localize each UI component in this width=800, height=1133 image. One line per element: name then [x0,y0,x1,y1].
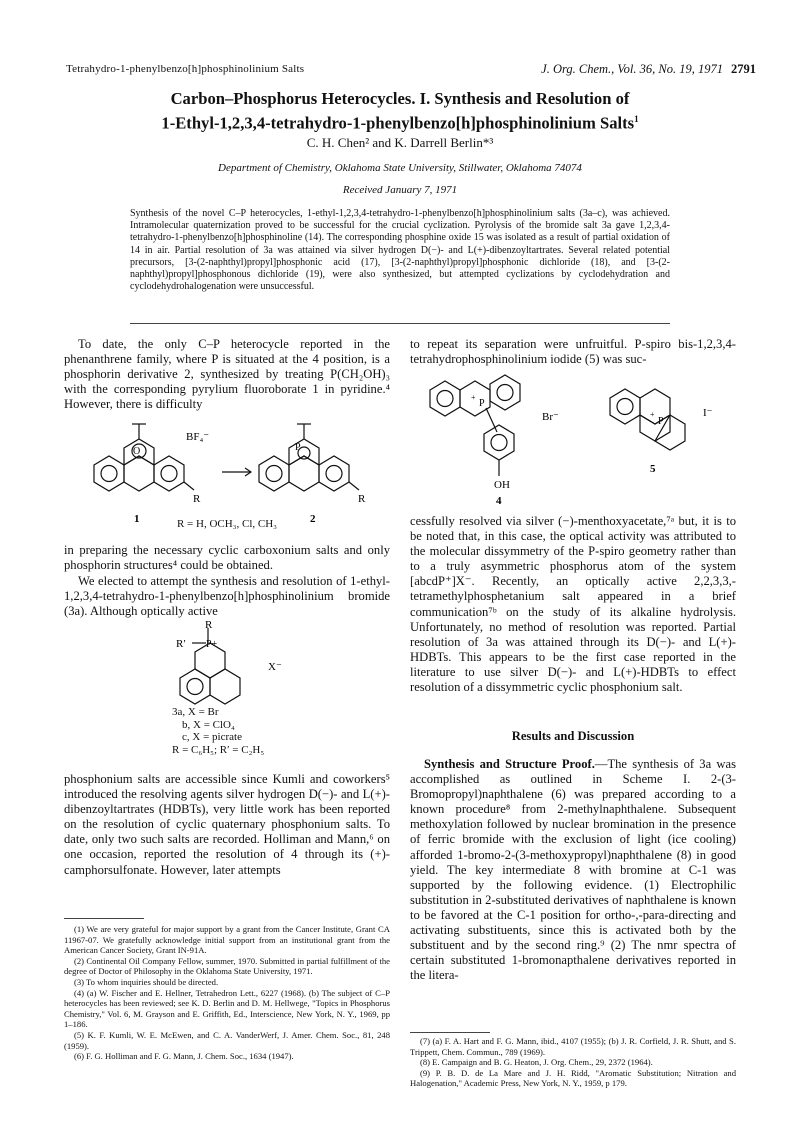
r-prime-label: R′ [176,638,186,650]
footnote-2: (2) Continental Oil Company Fellow, summer, 1970. Submitted in partial fulfillment of the degree of Doctor of Philosophy in the Oklahoma State University, 1971. [64,955,390,977]
received-date: Received January 7, 1971 [342,184,458,196]
title-line-2-text: 1-Ethyl-1,2,3,4-tetrahydro-1-phenylbenzo[h]phosphinolinium Salts [161,113,635,133]
abstract-divider [130,323,670,324]
compound-label-5: 5 [650,463,656,475]
title-line-2 [60,109,740,134]
authors: C. H. Chen² and K. Darrell Berlin*³ [306,135,494,150]
plus-charge-5: + [650,410,655,419]
article-title [60,88,740,134]
ring-1a [94,456,124,491]
r-group-1: R [193,493,201,505]
structures-4-and-5 [420,368,740,508]
phosphorin-p: P [295,442,301,453]
r-top-label: R [205,620,213,631]
structure-3-legend [172,706,264,756]
journal-name: J. Org. Chem., Vol. 36, No. 19, 1971 [541,62,723,76]
phosphonium-p-4: P [479,398,485,409]
compound-label-2: 2 [310,513,316,525]
iodide-counterion: I⁻ [703,407,713,419]
left-para-3: We elected to attempt the synthesis and resolution of 1-ethyl-1,2,3,4-tetrahydro-1-phenylbenzo[h]phosphinolinium bromide (3a). Although optically active [64,574,390,619]
r-group-2: R [358,493,366,505]
footnote-3: (3) To whom inquiries should be directed. [74,976,219,987]
footnote-4: (4) (a) W. Fischer and E. Hellner, Tetrahedron Lett., 6227 (1968). (b) The subject of C–P heterocycles has been reviewed; see K. D. Berlin and D. M. Hellwege, "Topics in Phosphorus Chemistry," Vol. 6, M. Grayson and E. Griffith, Ed., Interscience, New York, N. Y., 1969, pp 1–186. [64,987,390,1030]
scheme-pyrylium-to-phosphorin [64,410,394,528]
bromide-counterion: Br⁻ [542,411,559,423]
footnote-8: (8) E. Campaign and B. G. Heaton, J. Org. Chem., 29, 2372 (1964). [420,1057,653,1068]
title-footnote-mark: 1 [634,114,639,124]
right-footnote-rule [410,1032,490,1033]
hydroxyl-label: OH [494,479,510,491]
spiro-p-5: P [658,416,664,427]
legend-3a: 3a, X = Br [172,706,219,718]
scheme-1-caption: R = H, OCH₃, Cl, CH₃ [176,518,278,530]
footnote-9: (9) P. B. D. de La Mare and J. H. Ridd, "Aromatic Substitution; Nitration and Halogenation," Academic Press, New York, N. Y., 1959, p 179. [410,1067,736,1089]
affiliation: Department of Chemistry, Oklahoma State University, Stillwater, Oklahoma 74074 [218,162,582,174]
legend-r: R = C₆H₅; R′ = C₂H₅ [172,743,265,756]
structure-3 [150,620,320,708]
compound-label-4: 4 [496,495,502,507]
right-para-3 [410,757,736,983]
journal-citation [470,62,756,77]
left-footnote-rule [64,918,144,919]
ring-1b [124,456,154,491]
footnote-6: (6) F. G. Holliman and F. G. Mann, J. Chem. Soc., 1634 (1947). [74,1051,294,1062]
right-para-1: to repeat its separation were unfruitful. P-spiro bis-1,2,3,4-tetrahydrophosphinolinium iodide (5) was suc- [410,337,736,367]
right-para-2: cessfully resolved via silver (−)-menthoxyacetate,⁷ᵃ but, it is to be noted that, in this case, the optical activity was attributed to the molecular dissymmetry of the P-spiro geometry rather than to a truly asymmetric phosphorus atom of the system [abcdP⁺]X⁻. Recently, an optically active 2,2,3,3,-tetramethylphosphetanium salt appeared in a brief communication⁷ᵇ on the study of its alkaline hydrolysis. Unfortunately, no method of resolution was reported. Partial resolution of 3a was attained through its D(−)- and L(+)-HDBTs. This appears to be the first case reported in the literature to use silver D(−)- and L(+)-HDBTs to effect resolution of a dissymmetric cyclic phosphonium salt. [410,514,736,695]
right-footnotes [410,1036,736,1089]
footnote-5: (5) K. F. Kumli, W. E. McEwen, and C. A. VanderWerf, J. Amer. Chem. Soc., 81, 248 (1959). [64,1029,390,1051]
left-para-1: To date, the only C–P heterocycle reported in the phenanthrene family, where P is situated at the 4 position, is a phosphorin derivative 2, synthesized by treating P(CH₂OH)₃ with the corresponding pyrylium fluoroborate 1 in pyridine.⁴ However, there is difficulty [64,337,390,412]
left-footnotes [64,924,390,1062]
legend-3b: b, X = ClO₄ [182,718,235,731]
footnote-7: (7) (a) F. A. Hart and F. G. Mann, ibid., 4107 (1955); (b) J. R. Corfield, J. R. Shutt, and S. Trippett, Chem. Commun., 789 (1969). [410,1036,736,1057]
legend-3c: c, X = picrate [182,731,242,743]
section-results-discussion: Results and Discussion [511,729,635,743]
title-line-1: Carbon–Phosphorus Heterocycles. I. Synthesis and Resolution of [170,89,630,108]
phosphonium-p: P+ [206,639,218,650]
compound-label-1: 1 [134,513,140,525]
bf4-counterion: BF₄⁻ [186,431,210,443]
left-para-4: phosphonium salts are accessible since Kumli and coworkers⁵ introduced the resolving agents silver hydrogen D(−)- and L(+)-dibenzoyltartrates (HDBTs), very little work has been reported on the resolution of cyclic quaternary phosphonium salts. To date, only two such salts are recorded. Holliman and Mann,⁶ on one occasion, reported the resolution of 4 through its (+)-camphorsulfonate. However, later attempts [64,772,390,877]
abstract: Synthesis of the novel C–P heterocycles, 1-ethyl-1,2,3,4-tetrahydro-1-phenylbenzo[h]phosphinolinium salts (3a–c), was achieved. Intramolecular quaternization proved to be successful for the crucial cyclization. Pyrolysis of the bromide salt 3a gave 1,2,3,4-tetrahydro-1-phenylbenzo[h]phosphinoline (14). The corresponding phosphine oxide 15 was isolated as a result of partial oxidation of 14 in air. Partial resolution of 3a was attained via silver hydrogen D(−)- and L(+)-dibenzoyltartrates. Several related potential precursors, [3-(2-naphthyl)propyl]phosphonic acid (17), [3-(2-naphthyl)propyl]phosphonic dichloride (18), and [3-(2-naphthyl)propyl]phosphonous dichloride (19), were also synthesized, but attempted cyclizations by cyclodehydration and cyclodehydrohalogenation were unsuccessful. [130,208,670,293]
running-title: Tetrahydro-1-phenylbenzo[h]phosphinolinium Salts [66,63,305,75]
left-para-2: in preparing the necessary cyclic carboxonium salts and only phosphorin structures⁴ could be obtained. [64,543,390,573]
plus-charge-4: + [471,393,476,402]
subsection-lead: Synthesis and Structure Proof. [424,757,595,771]
oxonium-o: O [133,446,141,457]
x-counterion: X⁻ [268,661,282,673]
footnote-1: (1) We are very grateful for major support by a grant from the Cancer Institute, Grant CA 11967-07. We gratefully acknowledge initial support from an institutional grant from the American Cancer Society, Grant IN-91A. [64,924,390,956]
right-para-3-text: —The synthesis of 3a was accomplished as outlined in Scheme I. 2-(3-Bromopropyl)naphthalene (6) was prepared according to a known procedure⁸ from 2-methylnaphthalene. Subsequent methoxylation followed by nuclear bromination in the presence of ferric bromide with the exclusion of light (ice cooling) afforded 1-bromo-2-(3-methoxypropyl)naphthalene (8) in good yield. The key intermediate 8 with bromine at C-1 was supported by the following evidence. (1) Electrophilic substitution in 2-substituted derivatives of naphthalene is known to be favored at the C-1 position for ortho-,-para-directing and activating substituents, since this is activated both by the substituent and by the second ring.⁹ (2) The nmr spectra of certain substituted 1-bromonapthalene derivatives reported in the litera- [410,757,736,983]
page-number: 2791 [731,62,756,76]
